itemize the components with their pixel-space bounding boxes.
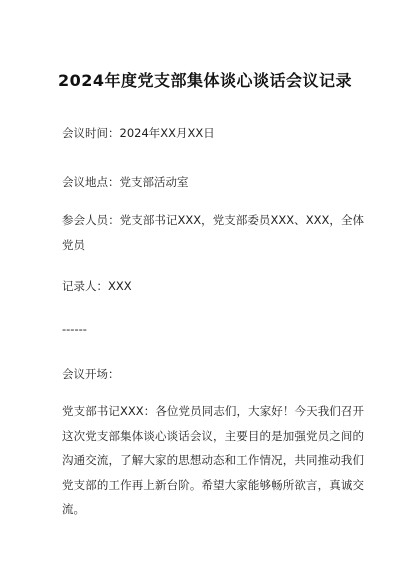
opening-label: 会议开场： <box>62 367 120 381</box>
attendees: 参会人员：党支部书记XXX，党支部委员XXX、XXX，全体党员 <box>62 213 364 252</box>
separator: ------ <box>62 322 87 336</box>
recorder: 记录人：XXX <box>62 279 132 293</box>
meeting-place: 会议地点：党支部活动室 <box>62 175 189 189</box>
document-title: 2024年度党支部集体谈心谈话会议记录 <box>57 71 353 90</box>
opening-speech: 党支部书记XXX：各位党员同志们，大家好！今天我们召开这次党支部集体谈心谈话会议，主要目的是加强党员之间的沟通交流，了解大家的思想动态和工作情况，共同推动我们党支部的工作再上新台阶。希望大家能够畅所欲言，真诚交流。 <box>62 404 364 516</box>
meeting-time: 会议时间：2024年XX月XX日 <box>62 126 215 140</box>
